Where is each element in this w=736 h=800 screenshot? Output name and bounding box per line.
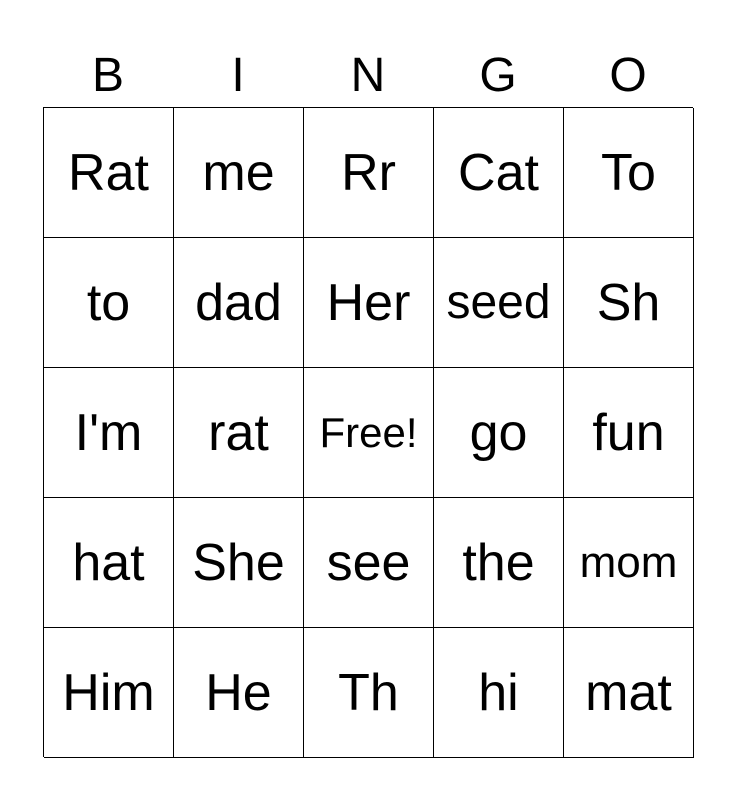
bingo-cell-r1-c5[interactable]: To	[564, 108, 694, 238]
bingo-cell-r5-c1[interactable]: Him	[44, 628, 174, 758]
free-space-cell[interactable]: Free!	[304, 368, 434, 498]
bingo-cell-r3-c5[interactable]: fun	[564, 368, 694, 498]
bingo-board	[43, 107, 693, 757]
bingo-cell-r1-c3[interactable]: Rr	[304, 108, 434, 238]
bingo-cell-r3-c1[interactable]: I'm	[44, 368, 174, 498]
bingo-cell-r4-c4[interactable]: the	[434, 498, 564, 628]
bingo-cell-r5-c2[interactable]: He	[174, 628, 304, 758]
bingo-cell-r5-c5[interactable]: mat	[564, 628, 694, 758]
bingo-cell-r2-c3[interactable]: Her	[304, 238, 434, 368]
bingo-cell-r4-c1[interactable]: hat	[44, 498, 174, 628]
bingo-cell-r1-c1[interactable]: Rat	[44, 108, 174, 238]
bingo-cell-r2-c2[interactable]: dad	[174, 238, 304, 368]
bingo-cell-r2-c1[interactable]: to	[44, 238, 174, 368]
bingo-cell-r5-c4[interactable]: hi	[434, 628, 564, 758]
bingo-cell-r2-c5[interactable]: Sh	[564, 238, 694, 368]
bingo-cell-r1-c2[interactable]: me	[174, 108, 304, 238]
bingo-header	[43, 44, 693, 108]
header-letter-o: O	[609, 49, 647, 102]
bingo-cell-r3-c4[interactable]: go	[434, 368, 564, 498]
header-letter-g: G	[479, 49, 517, 102]
bingo-cell-r1-c4[interactable]: Cat	[434, 108, 564, 238]
header-letter-b: B	[91, 49, 124, 102]
bingo-cell-r5-c3[interactable]: Th	[304, 628, 434, 758]
bingo-cell-r4-c2[interactable]: She	[174, 498, 304, 628]
header-letter-i: I	[231, 49, 245, 102]
bingo-cell-r3-c2[interactable]: rat	[174, 368, 304, 498]
bingo-cell-r4-c5[interactable]: mom	[564, 498, 694, 628]
bingo-cell-r4-c3[interactable]: see	[304, 498, 434, 628]
header-letter-n: N	[350, 49, 386, 102]
bingo-cell-r2-c4[interactable]: seed	[434, 238, 564, 368]
